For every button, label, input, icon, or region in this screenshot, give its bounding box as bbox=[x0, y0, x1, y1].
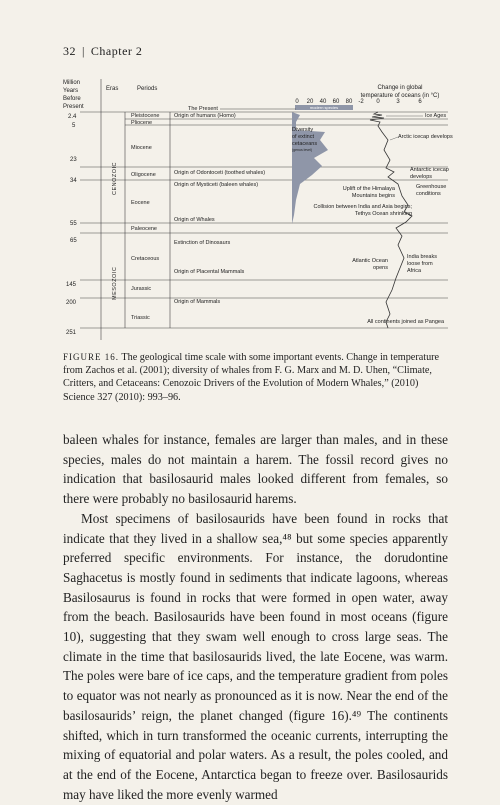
header-eras: Eras bbox=[106, 86, 119, 92]
diversity-line-3: cetaceans bbox=[292, 141, 318, 147]
period-triassic: Triassic bbox=[131, 315, 150, 321]
temp-tick-6: 6 bbox=[418, 99, 422, 105]
period-oligocene: Oligocene bbox=[131, 172, 156, 178]
period-jurassic: Jurassic bbox=[131, 286, 152, 292]
event-placental-mammals: Origin of Placental Mammals bbox=[174, 269, 245, 275]
body-text bbox=[63, 430, 448, 804]
div-tick-80: 80 bbox=[345, 99, 353, 105]
header-years: Years bbox=[63, 88, 79, 94]
era-mesozoic: MESOZOIC bbox=[112, 266, 118, 300]
era-cenozoic: CENOZOIC bbox=[112, 161, 118, 195]
ann-antarctic-2: develops bbox=[410, 174, 433, 180]
age-label: 200 bbox=[66, 300, 77, 306]
running-head-separator: | bbox=[82, 44, 85, 58]
ann-collision-2: Tethys Ocean shrinking bbox=[354, 211, 412, 217]
ann-atlantic-1: Atlantic Ocean bbox=[352, 258, 388, 264]
temp-tick-3: 3 bbox=[396, 99, 400, 105]
ann-antarctic-1: Antarctic icecap bbox=[410, 167, 449, 173]
period-miocene: Miocene bbox=[131, 145, 152, 151]
age-label: 23 bbox=[70, 157, 77, 163]
ann-himalaya-2: Mountains begins bbox=[351, 193, 395, 199]
header-periods: Periods bbox=[137, 86, 158, 92]
ann-himalaya-1: Uplift of the Himalaya bbox=[342, 186, 395, 192]
chapter-title: Chapter 2 bbox=[90, 44, 143, 58]
temp-tick-0: 0 bbox=[376, 99, 380, 105]
event-origin-humans: Origin of humans (Homo) bbox=[174, 113, 236, 119]
period-pliocene: Pliocene bbox=[131, 120, 153, 126]
figure-caption-label: FIGURE 16. bbox=[63, 352, 120, 362]
event-origin-whales: Origin of Whales bbox=[174, 217, 215, 223]
ann-india-1: India breaks bbox=[407, 254, 437, 260]
temperature-curve bbox=[370, 112, 412, 328]
header-million: Million bbox=[63, 80, 81, 86]
era-labels bbox=[112, 162, 118, 300]
figure-caption-text: The geological time scale with some important events. Change in temperature from Zachos et al. (2001); diversity of whales from F. G. Marx and M. D. Uhen, “Climate, Critters, and Cetaceans: Cenozoic Drivers of the Evolution of Modern Whales,” (2010) Science 327 (2010): 993–96. bbox=[63, 352, 440, 403]
ann-greenhouse-2: conditions bbox=[416, 191, 441, 197]
ann-atlantic-2: opens bbox=[373, 265, 388, 271]
div-tick-20: 20 bbox=[306, 99, 314, 105]
ann-greenhouse-1: Greenhouse bbox=[416, 184, 447, 190]
ann-collision-1: Collision between India and Asia begins; bbox=[313, 204, 412, 210]
period-paleocene: Paleocene bbox=[131, 226, 157, 232]
event-labels bbox=[174, 106, 296, 305]
annotations bbox=[314, 113, 453, 325]
header-change-1: Change in global bbox=[377, 85, 423, 91]
div-tick-60: 60 bbox=[332, 99, 340, 105]
ann-ice-ages: Ice Ages bbox=[425, 113, 447, 119]
modern-species-label: modern species bbox=[309, 105, 339, 110]
diversity-line-4: (genus level) bbox=[292, 148, 313, 152]
figure-headers bbox=[63, 80, 439, 110]
ann-pangea: All continents joined as Pangea bbox=[367, 319, 444, 325]
age-label: 55 bbox=[70, 221, 77, 227]
event-present: The Present bbox=[188, 106, 218, 112]
paragraph: baleen whales for instance, females are larger than males, and in these species, males do not maintain a harem. The fossil record gives no indication that basilosaurid males looked different from females, so there were probably no basilosaurid harems. bbox=[63, 432, 448, 507]
event-origin-mammals: Origin of Mammals bbox=[174, 299, 221, 305]
event-mysticeti: Origin of Mysticeti (baleen whales) bbox=[174, 182, 259, 188]
header-present: Present bbox=[63, 104, 84, 110]
div-tick-0: 0 bbox=[295, 99, 299, 105]
paragraph: Most specimens of basilosaurids have been found in rocks that indicate that they lived in a shallow sea,⁴⁸ but some species apparently preferred specific environments. For instance, the dorudontine Saghacetus is mostly found in sediments that indicate lagoons, whereas Basilosaurus is found in rocks that were formed in open water, away from the beach. Basilosaurids have been found in most oceans (figure 10), suggesting that they swam well enough to cross large seas. The climate in the time that basilosaurids lived, the late Eocene, was warm. The poles were bare of ice caps, and the temperature gradient from poles to equator was not nearly as pronounced as it is now. Near the end of the basilosaurids’ reign, the planet changed (figure 16).⁴⁹ The continents shifted, which in turn transformed the oceanic currents, interrupting the mixing of equatorial and polar waters. As a result, the poles cooled, and at the end of the Eocene, Antarctica began to freeze over. Basilosaurids may have liked the more evenly warmed bbox=[63, 510, 448, 802]
event-extinction-dinosaurs: Extinction of Dinosaurs bbox=[174, 240, 231, 246]
age-labels bbox=[66, 114, 77, 336]
age-label: 145 bbox=[66, 282, 77, 288]
event-odontoceti: Origin of Odontoceti (toothed whales) bbox=[174, 170, 266, 176]
age-label: 34 bbox=[70, 178, 77, 184]
ann-india-3: Africa bbox=[407, 268, 422, 274]
period-cretaceous: Cretaceous bbox=[131, 256, 160, 262]
age-label: 2.4 bbox=[68, 114, 77, 120]
diversity-line-1: Diversity bbox=[292, 127, 314, 133]
age-label: 65 bbox=[70, 238, 77, 244]
header-before: Before bbox=[63, 96, 81, 102]
age-label: 5 bbox=[72, 123, 76, 129]
geological-time-scale-figure bbox=[0, 0, 500, 345]
diversity-line-2: of extinct bbox=[292, 134, 315, 140]
age-label: 251 bbox=[66, 330, 77, 336]
period-eocene: Eocene bbox=[131, 200, 150, 206]
ann-india-2: loose from bbox=[407, 261, 433, 267]
page-number: 32 bbox=[63, 44, 76, 58]
period-pleistocene: Pleistocene bbox=[131, 113, 160, 119]
period-labels bbox=[131, 113, 159, 321]
figure-caption bbox=[63, 351, 443, 404]
temp-tick-neg2: -2 bbox=[358, 99, 364, 105]
div-tick-40: 40 bbox=[319, 99, 327, 105]
header-change-2: temperature of oceans (in °C) bbox=[360, 93, 440, 99]
ann-arctic: Arctic icecap develops bbox=[398, 134, 453, 140]
